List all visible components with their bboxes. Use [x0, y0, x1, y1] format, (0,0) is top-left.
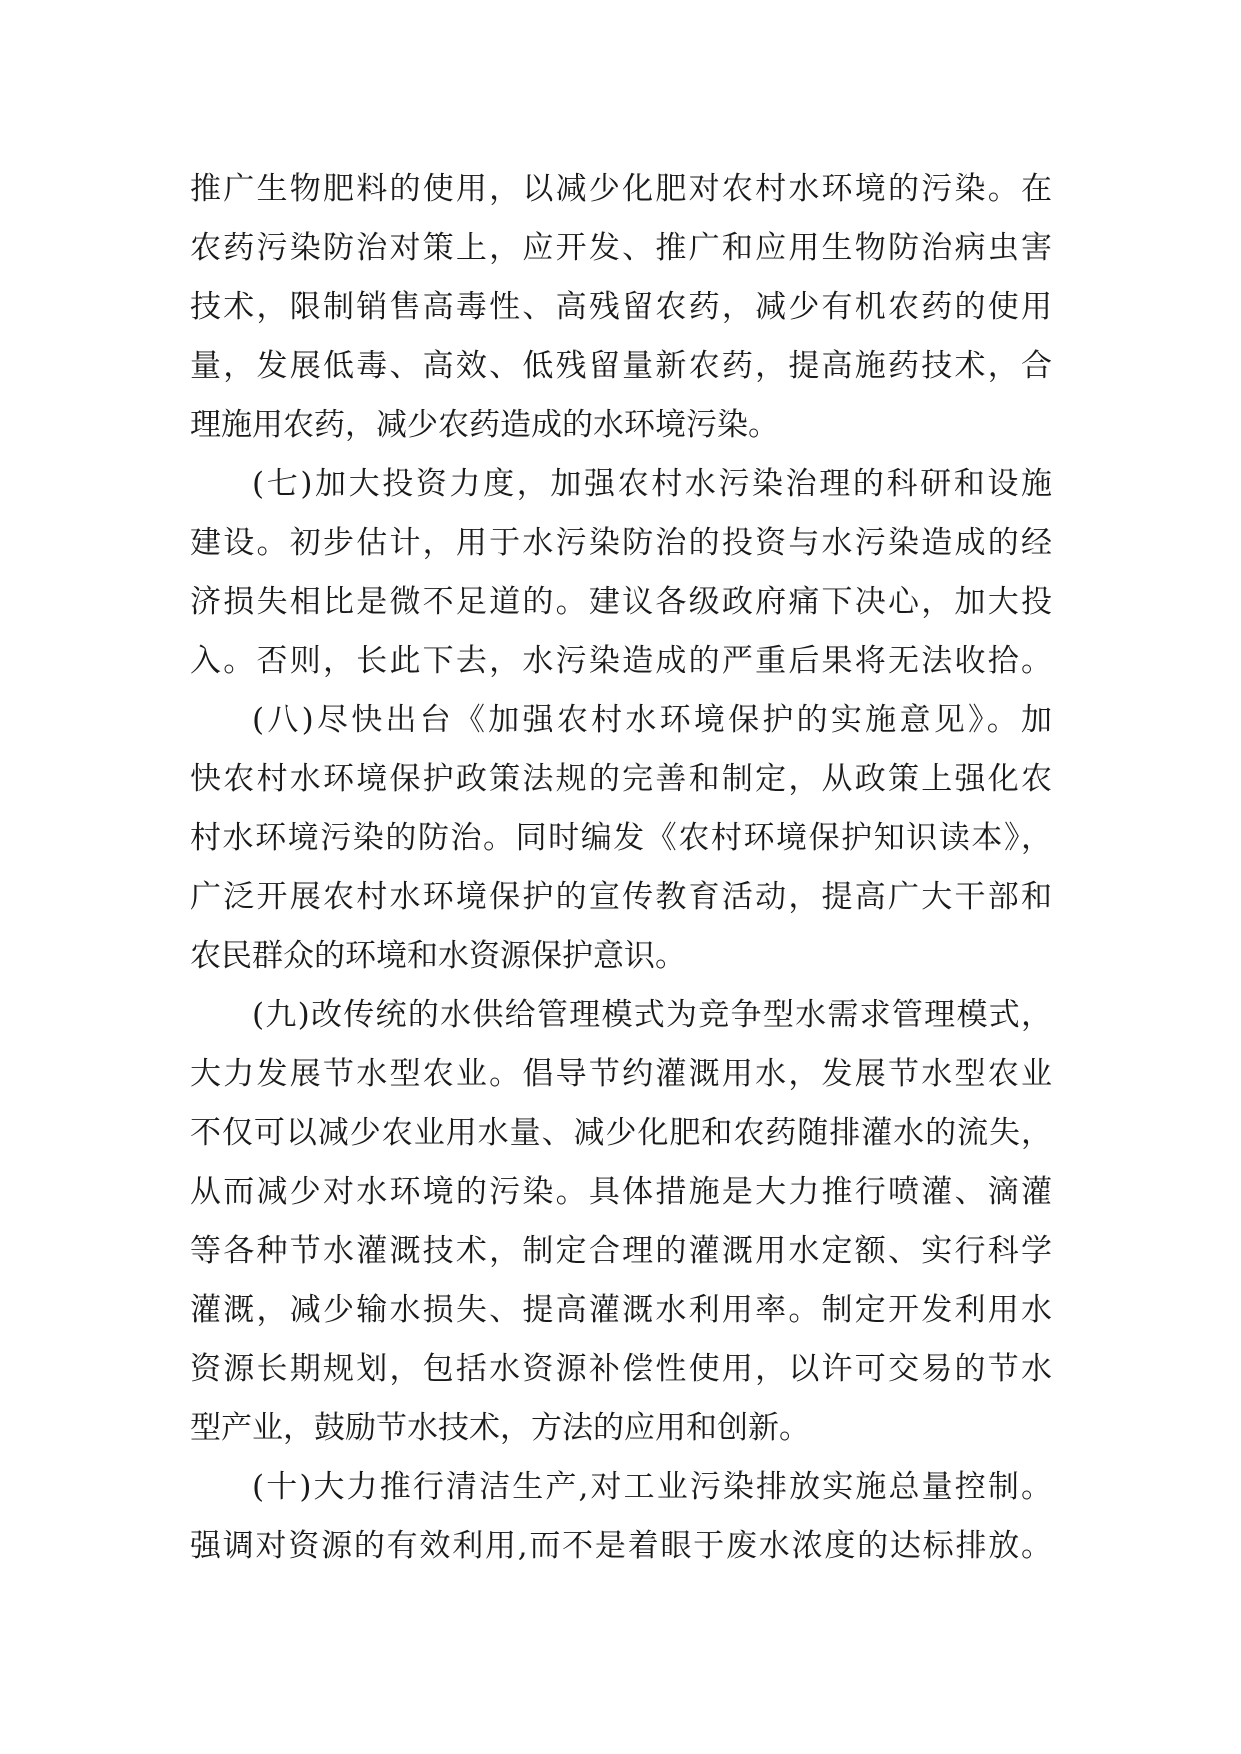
text-line: 资源长期规划，包括水资源补偿性使用，以许可交易的节水	[190, 1351, 1052, 1387]
text-line: 从而减少对水环境的污染。具体措施是大力推行喷灌、滴灌	[190, 1174, 1052, 1210]
text-line: (十)大力推行清洁生产,对工业污染排放实施总量控制。	[252, 1469, 1052, 1505]
text-line: 村水环境污染的防治。同时编发《农村环境保护知识读本》，	[190, 820, 1052, 856]
text-line: 强调对资源的有效利用,而不是着眼于废水浓度的达标排放。	[190, 1528, 1052, 1564]
text-line: 技术，限制销售高毒性、高残留农药，减少有机农药的使用	[190, 289, 1052, 325]
text-line: (七)加大投资力度，加强农村水污染治理的科研和设施	[252, 466, 1052, 502]
body-text	[190, 160, 1052, 1576]
text-line: 快农村水环境保护政策法规的完善和制定，从政策上强化农	[190, 761, 1052, 797]
text-line: 建设。初步估计，用于水污染防治的投资与水污染造成的经	[190, 525, 1052, 561]
text-line: 广泛开展农村水环境保护的宣传教育活动，提高广大干部和	[190, 879, 1052, 915]
text-line: 推广生物肥料的使用，以减少化肥对农村水环境的污染。在	[190, 171, 1052, 207]
text-line: 入。否则，长此下去，水污染造成的严重后果将无法收拾。	[190, 643, 1052, 679]
text-line: 型产业，鼓励节水技术，方法的应用和创新。	[190, 1410, 810, 1446]
text-line: 等各种节水灌溉技术，制定合理的灌溉用水定额、实行科学	[190, 1233, 1052, 1269]
text-line: 大力发展节水型农业。倡导节约灌溉用水，发展节水型农业	[190, 1056, 1052, 1092]
text-line: 济损失相比是微不足道的。建议各级政府痛下决心，加大投	[190, 584, 1052, 620]
text-line: 不仅可以减少农业用水量、减少化肥和农药随排灌水的流失，	[190, 1115, 1052, 1151]
text-line: 理施用农药，减少农药造成的水环境污染。	[190, 407, 779, 443]
text-line: (八)尽快出台《加强农村水环境保护的实施意见》。加	[252, 702, 1052, 738]
text-line: 灌溉，减少输水损失、提高灌溉水利用率。制定开发利用水	[190, 1292, 1052, 1328]
text-line: 农民群众的环境和水资源保护意识。	[190, 938, 686, 974]
text-line: 量，发展低毒、高效、低残留量新农药，提高施药技术，合	[190, 348, 1052, 384]
text-line: (九)改传统的水供给管理模式为竞争型水需求管理模式，	[252, 997, 1052, 1033]
text-line: 农药污染防治对策上，应开发、推广和应用生物防治病虫害	[190, 230, 1052, 266]
